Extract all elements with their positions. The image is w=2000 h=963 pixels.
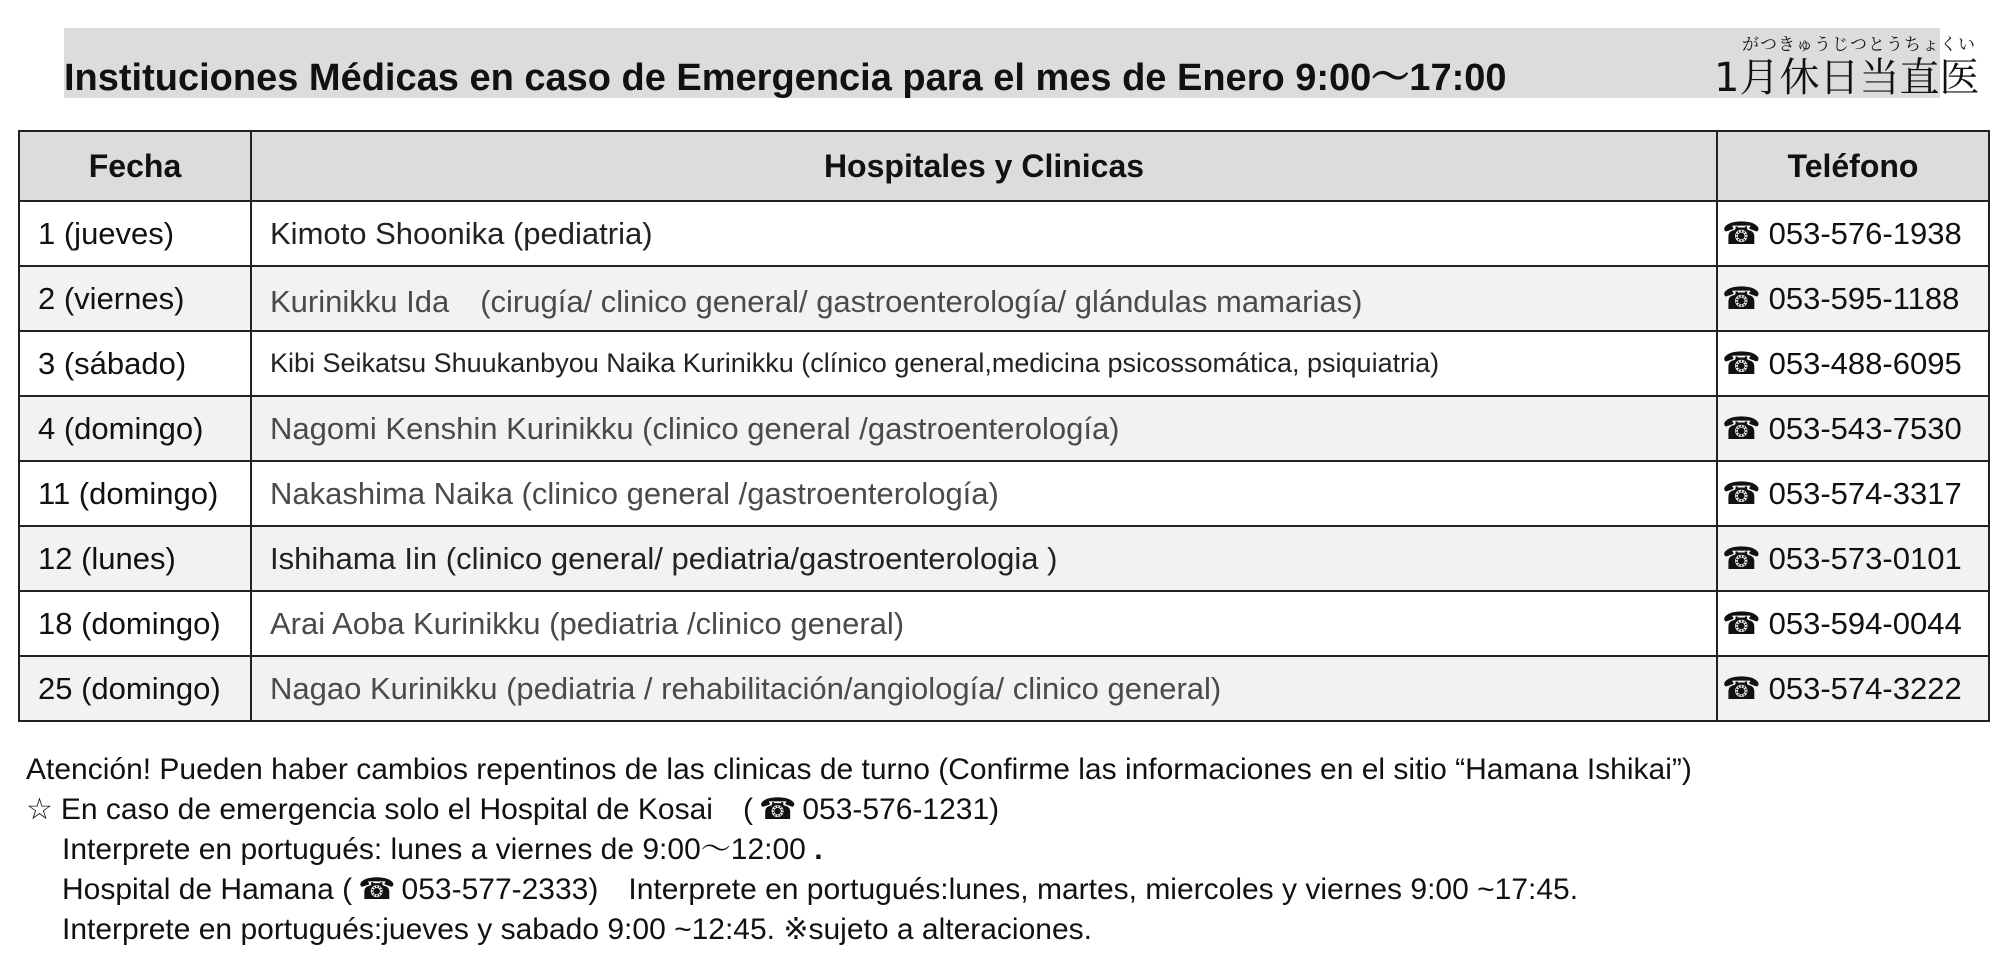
row-date: 1 (jueves): [19, 201, 251, 266]
row-hospital: Nakashima Naika (clinico general /gastroenterología): [251, 461, 1717, 526]
row-date: 4 (domingo): [19, 396, 251, 461]
row-phone: [1717, 526, 1989, 591]
note-kosai-interpreter-end: .: [814, 833, 823, 866]
row-phone: [1717, 331, 1989, 396]
phone-number: 053-574-3222: [1768, 670, 1962, 706]
phone-icon: ☎: [1722, 410, 1761, 447]
row-hospital: Kurinikku Ida (cirugía/ clinico general/ gastroenterología/ glándulas mamarias): [251, 266, 1717, 331]
phone-number: 053-574-3317: [1768, 475, 1962, 511]
row-date: 18 (domingo): [19, 591, 251, 656]
note-hamana-interpreter-2: Interprete en portugués:jueves y sabado 9:00 ~12:45. ※sujeto a alteraciones.: [62, 913, 1092, 946]
row-hospital: Nagao Kurinikku (pediatria / rehabilitación/angiología/ clinico general): [251, 656, 1717, 721]
row-phone: [1717, 396, 1989, 461]
phone-icon: ☎: [1722, 215, 1761, 252]
table-row: [19, 461, 1989, 526]
phone-icon: ☎: [1722, 670, 1761, 707]
header-fecha: Fecha: [19, 131, 251, 201]
row-date: 11 (domingo): [19, 461, 251, 526]
row-hospital: Kibi Seikatsu Shuukanbyou Naika Kurinikku (clínico general,medicina psicossomática, psiquiatria): [251, 331, 1717, 396]
phone-number: 053-595-1188: [1768, 280, 1960, 316]
phone-number: 053-594-0044: [1768, 605, 1962, 641]
header-telefono: Teléfono: [1717, 131, 1989, 201]
row-date: 25 (domingo): [19, 656, 251, 721]
row-phone: [1717, 591, 1989, 656]
note-hamana: [26, 870, 1692, 910]
row-phone: [1717, 656, 1989, 721]
row-hospital: Nagomi Kenshin Kurinikku (clinico general /gastroenterología): [251, 396, 1717, 461]
phone-icon: ☎: [758, 792, 797, 827]
star-icon: ☆: [26, 792, 53, 827]
note-kosai-phone: 053-576-1231): [802, 793, 1000, 826]
note-hamana-text: Hospital de Hamana (: [62, 873, 353, 906]
title-bar: [64, 28, 1980, 101]
header-hospitales: Hospitales y Clinicas: [251, 131, 1717, 201]
row-date: 12 (lunes): [19, 526, 251, 591]
note-kosai-text: En caso de emergencia solo el Hospital de Kosai (: [60, 793, 753, 826]
table-row: [19, 656, 1989, 721]
note-kosai: [26, 790, 1692, 830]
row-date: 2 (viernes): [19, 266, 251, 331]
phone-number: 053-543-7530: [1768, 410, 1962, 446]
row-hospital: Ishihama Iin (clinico general/ pediatria/gastroenterologia ): [251, 526, 1717, 591]
row-phone: [1717, 201, 1989, 266]
row-hospital: Kimoto Shoonika (pediatria): [251, 201, 1717, 266]
phone-icon: ☎: [1722, 540, 1761, 577]
note-attention: Atención! Pueden haber cambios repentinos de las clinicas de turno (Confirme las informaciones en el sitio “Hamana Ishikai”): [26, 753, 1692, 786]
table-row: [19, 396, 1989, 461]
note-hamana-phone: 053-577-2333): [401, 873, 599, 906]
phone-number: 053-573-0101: [1768, 540, 1962, 576]
title-japanese: 1月休日当直医: [1714, 55, 1980, 101]
schedule-table: [18, 130, 1990, 722]
notes-section: [26, 750, 1692, 950]
note-hamana-interpreter: Interprete en portugués:lunes, martes, miercoles y viernes 9:00 ~17:45.: [598, 873, 1579, 906]
phone-icon: ☎: [1722, 475, 1761, 512]
phone-icon: ☎: [358, 872, 396, 907]
page-title: Instituciones Médicas en caso de Emergencia para el mes de Enero 9:00〜17:00: [64, 57, 1507, 99]
phone-icon: ☎: [1722, 345, 1761, 382]
row-phone: [1717, 461, 1989, 526]
table-row: [19, 331, 1989, 396]
note-kosai-interpreter: [26, 830, 1692, 870]
phone-number: 053-576-1938: [1768, 215, 1962, 251]
table-row: [19, 526, 1989, 591]
phone-icon: ☎: [1722, 605, 1761, 642]
row-phone: [1717, 266, 1989, 331]
table-row: [19, 201, 1989, 266]
row-hospital: Arai Aoba Kurinikku (pediatria /clinico general): [251, 591, 1717, 656]
phone-number: 053-488-6095: [1768, 345, 1962, 381]
phone-icon: ☎: [1722, 280, 1761, 317]
table-row: [19, 591, 1989, 656]
table-row: [19, 266, 1989, 331]
table-header-row: [19, 131, 1989, 201]
title-furigana: がつきゅうじつとうちょくい: [1742, 35, 1976, 55]
row-date: 3 (sábado): [19, 331, 251, 396]
note-kosai-interpreter-text: Interprete en portugués: lunes a viernes de 9:00〜12:00: [62, 833, 806, 866]
